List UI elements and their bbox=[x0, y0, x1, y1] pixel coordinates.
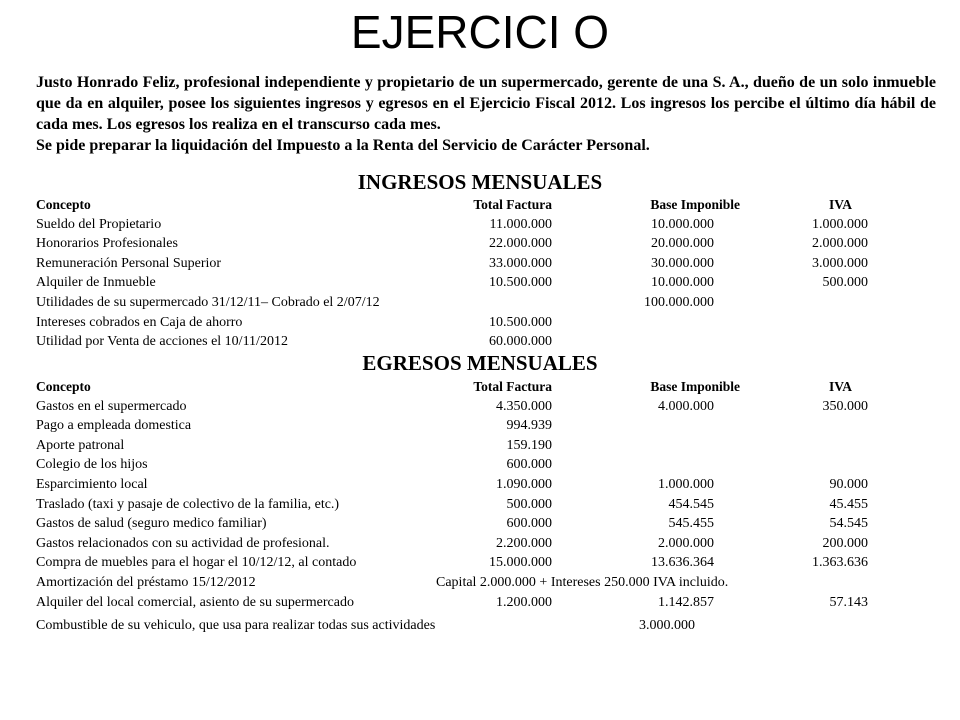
row-concepto: Gastos en el supermercado bbox=[36, 398, 187, 414]
row-base-imponible: 4.000.000 bbox=[658, 398, 714, 414]
row-concepto: Intereses cobrados en Caja de ahorro bbox=[36, 314, 243, 330]
row-base-imponible: 100.000.000 bbox=[644, 294, 714, 310]
row-concepto: Honorarios Profesionales bbox=[36, 236, 178, 252]
row-total-factura: 10.500.000 bbox=[489, 275, 552, 291]
row-total-factura: 11.000.000 bbox=[489, 216, 552, 232]
row-total-factura: 600.000 bbox=[506, 457, 552, 473]
table-row bbox=[36, 254, 936, 274]
row-total-factura: 33.000.000 bbox=[489, 255, 552, 271]
column-header-total-factura: Total Factura bbox=[473, 379, 552, 394]
ingresos-header-row bbox=[36, 195, 936, 215]
row-concepto: Alquiler del local comercial, asiento de su supermercado bbox=[36, 594, 354, 610]
row-iva: 350.000 bbox=[822, 398, 868, 414]
row-base-imponible: 20.000.000 bbox=[651, 236, 714, 252]
table-row bbox=[36, 215, 936, 235]
row-base-imponible: 454.545 bbox=[668, 496, 714, 512]
row-concepto: Remuneración Personal Superior bbox=[36, 255, 222, 271]
row-base-imponible: 30.000.000 bbox=[651, 255, 714, 271]
row-concepto: Compra de muebles para el hogar el 10/12/12, al contado bbox=[36, 555, 357, 571]
row-concepto: Colegio de los hijos bbox=[36, 457, 148, 473]
row-concepto: Esparcimiento local bbox=[36, 476, 148, 492]
statement-task: Se pide preparar la liquidación del Impuesto a la Renta del Servicio de Carácter Personal. bbox=[36, 137, 650, 154]
table-row bbox=[36, 332, 936, 352]
table-row bbox=[36, 273, 936, 293]
row-base-imponible: 1.142.857 bbox=[658, 594, 714, 610]
exercise-statement bbox=[36, 72, 936, 156]
row-iva: 1.363.636 bbox=[812, 555, 868, 571]
row-total-factura: 4.350.000 bbox=[496, 398, 552, 414]
row-concepto: Combustible de su vehiculo, que usa para realizar todas sus actividades bbox=[36, 618, 436, 634]
row-concepto: Aporte patronal bbox=[36, 437, 125, 453]
row-total-factura: 994.939 bbox=[506, 418, 552, 434]
row-base-imponible: 545.455 bbox=[668, 516, 714, 532]
row-base-imponible: 13.636.364 bbox=[651, 555, 714, 571]
row-concepto: Alquiler de Inmueble bbox=[36, 275, 156, 291]
table-row bbox=[36, 553, 936, 573]
column-header-base-imponible: Base Imponible bbox=[650, 197, 740, 212]
egresos-heading: EGRESOS MENSUALES bbox=[362, 351, 598, 375]
table-row bbox=[36, 397, 936, 417]
column-header-base-imponible: Base Imponible bbox=[650, 379, 740, 394]
table-row bbox=[36, 593, 936, 613]
row-concepto: Gastos relacionados con su actividad de profesional. bbox=[36, 535, 330, 551]
row-concepto: Pago a empleada domestica bbox=[36, 418, 192, 434]
table-row bbox=[36, 455, 936, 475]
row-total-factura: 1.200.000 bbox=[496, 594, 552, 610]
row-total-factura: 22.000.000 bbox=[489, 236, 552, 252]
row-base-imponible: 10.000.000 bbox=[651, 275, 714, 291]
row-concepto: Gastos de salud (seguro medico familiar) bbox=[36, 516, 267, 532]
row-total-factura: 60.000.000 bbox=[489, 334, 552, 350]
row-total-factura: 500.000 bbox=[506, 496, 552, 512]
row-total-factura: 2.200.000 bbox=[496, 535, 552, 551]
row-iva: 2.000.000 bbox=[812, 236, 868, 252]
table-row-amortizacion bbox=[36, 573, 936, 593]
row-iva: 500.000 bbox=[822, 275, 868, 291]
table-row bbox=[36, 514, 936, 534]
table-row bbox=[36, 475, 936, 495]
statement-paragraph: Justo Honrado Feliz, profesional independiente y propietario de un supermercado, gerente de una S. A., dueño de un solo inmueble que da en alquiler, posee los siguientes ingresos y egresos en el Ejercicio Fiscal 2012. Los ingresos los percibe el último día hábil de cada mes. Los egresos los realiza en el transcurso cada mes. bbox=[36, 74, 936, 133]
egresos-header-row bbox=[36, 377, 936, 397]
table-row bbox=[36, 436, 936, 456]
column-header-concepto: Concepto bbox=[36, 197, 91, 212]
row-iva: 200.000 bbox=[822, 535, 868, 551]
row-iva: 45.455 bbox=[829, 496, 868, 512]
table-row bbox=[36, 534, 936, 554]
row-base-imponible: 3.000.000 bbox=[639, 618, 695, 634]
row-base-imponible: 1.000.000 bbox=[658, 476, 714, 492]
row-iva: 57.143 bbox=[829, 594, 868, 610]
column-header-iva: IVA bbox=[828, 197, 852, 212]
row-total-factura: 10.500.000 bbox=[489, 314, 552, 330]
row-total-factura: 1.090.000 bbox=[496, 476, 552, 492]
row-amortizacion-detalle: Capital 2.000.000 + Intereses 250.000 IVA incluido. bbox=[436, 574, 729, 590]
row-iva: 54.545 bbox=[829, 516, 868, 532]
table-row bbox=[36, 234, 936, 254]
row-concepto: Amortización del préstamo 15/12/2012 bbox=[36, 574, 256, 590]
row-total-factura: 600.000 bbox=[506, 516, 552, 532]
ingresos-table bbox=[36, 195, 936, 352]
row-base-imponible: 2.000.000 bbox=[658, 535, 714, 551]
egresos-table bbox=[36, 377, 936, 636]
row-base-imponible: 10.000.000 bbox=[651, 216, 714, 232]
row-concepto: Sueldo del Propietario bbox=[36, 216, 162, 232]
table-row bbox=[36, 495, 936, 515]
row-iva: 1.000.000 bbox=[812, 216, 868, 232]
row-iva: 3.000.000 bbox=[812, 255, 868, 271]
row-concepto: Utilidad por Venta de acciones el 10/11/2012 bbox=[36, 334, 288, 350]
page-title: EJERCICI O bbox=[350, 6, 610, 58]
ingresos-heading: INGRESOS MENSUALES bbox=[357, 170, 603, 194]
column-header-concepto: Concepto bbox=[36, 379, 91, 394]
table-row bbox=[36, 416, 936, 436]
table-row bbox=[36, 293, 936, 313]
column-header-total-factura: Total Factura bbox=[473, 197, 552, 212]
row-total-factura: 15.000.000 bbox=[489, 555, 552, 571]
row-iva: 90.000 bbox=[829, 476, 868, 492]
table-row bbox=[36, 313, 936, 333]
column-header-iva: IVA bbox=[828, 379, 852, 394]
row-concepto: Utilidades de su supermercado 31/12/11– Cobrado el 2/07/12 bbox=[36, 294, 380, 310]
row-concepto: Traslado (taxi y pasaje de colectivo de la familia, etc.) bbox=[36, 496, 340, 512]
table-row-combustible bbox=[36, 616, 936, 636]
row-total-factura: 159.190 bbox=[506, 437, 552, 453]
